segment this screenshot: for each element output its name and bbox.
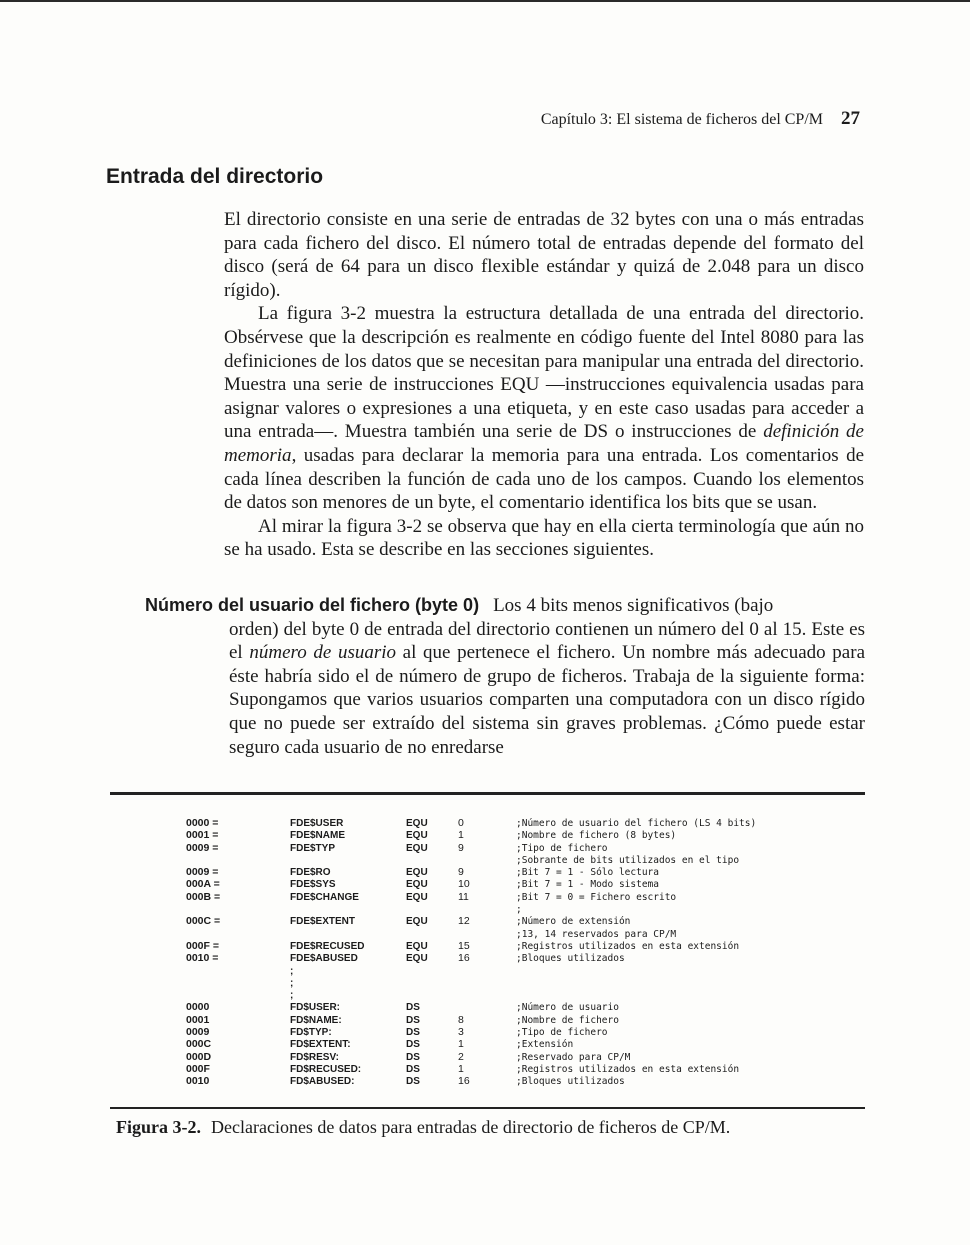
running-header xyxy=(541,108,860,130)
code-address: 0009 = xyxy=(186,866,219,879)
code-comment: ;Nombre de fichero (8 bytes) xyxy=(516,830,677,842)
code-address: 000F = xyxy=(186,939,219,952)
code-line xyxy=(186,915,756,927)
code-label: ; xyxy=(290,977,294,989)
code-address: 0009 = xyxy=(186,841,219,854)
code-label: FDE$SYS xyxy=(290,879,336,891)
code-comment: ;13, 14 reservados para CP/M xyxy=(516,928,677,940)
code-comment: ;Nombre de fichero xyxy=(516,1014,619,1026)
code-value: 16 xyxy=(458,1075,470,1088)
code-line xyxy=(186,1014,756,1026)
code-opcode: EQU xyxy=(406,879,428,891)
paragraph-2 xyxy=(224,302,864,514)
code-address: 000A = xyxy=(186,878,220,891)
code-comment: ;Bit 7 = 1 - Sólo lectura xyxy=(516,867,659,879)
code-line xyxy=(186,854,756,866)
code-line xyxy=(186,866,756,878)
code-line xyxy=(186,891,756,903)
code-opcode: EQU xyxy=(406,842,428,854)
code-line xyxy=(186,928,756,940)
code-line xyxy=(186,817,756,829)
code-opcode: EQU xyxy=(406,891,428,903)
code-label: FD$TYP: xyxy=(290,1027,332,1039)
code-value: 16 xyxy=(458,952,470,965)
code-value: 3 xyxy=(458,1026,464,1039)
subsection-emphasis: número de usuario xyxy=(249,642,397,664)
code-comment: ; xyxy=(516,904,522,916)
code-value: 1 xyxy=(458,1062,464,1075)
code-label: FD$USER: xyxy=(290,1002,341,1014)
code-line xyxy=(186,1026,756,1038)
code-line xyxy=(186,1051,756,1063)
code-comment: ;Registros utilizados en esta extensión xyxy=(516,1063,740,1075)
top-border xyxy=(0,0,970,2)
code-comment: ;Tipo de fichero xyxy=(516,842,608,854)
code-line xyxy=(186,842,756,854)
code-opcode: DS xyxy=(406,1063,420,1075)
code-label: FD$RECUSED: xyxy=(290,1063,362,1075)
subsection-text-3: al que pertenece el fichero. Un nombre más adecuado para éste habría sido el de número de grupo de ficheros. Trabaja de la siguiente forma: Supongamos que varios usuarios comparten una computadora con un disco rígido que no puede ser extraído del sistema sin graves problemas. ¿Cómo puede estar seguro cada usuario de no enredarse xyxy=(229,642,866,758)
code-value: 9 xyxy=(458,866,464,879)
code-address: 000C xyxy=(186,1038,212,1051)
caption-label: Figura 3-2. xyxy=(116,1117,201,1137)
code-comment: ;Bloques utilizados xyxy=(516,1076,625,1088)
code-line xyxy=(186,1001,756,1013)
code-value: 1 xyxy=(458,1038,464,1051)
code-line xyxy=(186,952,756,964)
paragraph-2-part-a: La figura 3-2 muestra la estructura detallada de una entrada del directorio. Obsérvese que la descripción es realmente en código fuente del Intel 8080 para las definiciones de los datos que se necesitan para manipular una entrada del directorio. Muestra una serie de instrucciones EQU —instrucciones equivalencia usadas para asignar valores o expresiones a una etiqueta, y en este caso usadas para acceder a una entrada—. Muestra también una serie de DS o instrucciones de xyxy=(224,303,864,443)
code-address: 0000 xyxy=(186,1001,210,1014)
code-line xyxy=(186,1063,756,1075)
code-value: 1 xyxy=(458,829,464,842)
caption-text: Declaraciones de datos para entradas de directorio de ficheros de CP/M. xyxy=(211,1117,731,1137)
code-address: 000C = xyxy=(186,915,221,928)
code-opcode: DS xyxy=(406,1051,420,1063)
code-comment: ;Sobrante de bits utilizados en el tipo xyxy=(516,854,740,866)
code-address: 000D xyxy=(186,1050,212,1063)
code-opcode: DS xyxy=(406,1002,420,1014)
code-label: FDE$RECUSED xyxy=(290,940,365,952)
code-opcode: DS xyxy=(406,1039,420,1051)
code-line xyxy=(186,989,756,1001)
code-comment: ;Registros utilizados en esta extensión xyxy=(516,940,740,952)
code-label: FDE$EXTENT xyxy=(290,916,356,928)
section-title: Entrada del directorio xyxy=(106,165,324,188)
code-comment: ;Número de usuario xyxy=(516,1002,619,1014)
code-line xyxy=(186,965,756,977)
code-address: 0010 xyxy=(186,1075,210,1088)
code-value: 8 xyxy=(458,1013,464,1026)
paragraph-1: El directorio consiste en una serie de entradas de 32 bytes con una o más entradas para cada fichero del disco. El número total de entradas depende del formato del disco (será de 64 para un disco flexible estándar y quizá de 2.048 para un disco rígido). xyxy=(224,209,864,301)
code-label: FD$EXTENT: xyxy=(290,1039,351,1051)
code-value: 2 xyxy=(458,1050,464,1063)
code-label: FDE$CHANGE xyxy=(290,891,359,903)
code-comment: ;Bloques utilizados xyxy=(516,953,625,965)
code-comment: ;Extensión xyxy=(516,1039,574,1051)
code-address: 0010 = xyxy=(186,952,219,965)
code-address: 000F xyxy=(186,1062,210,1075)
code-comment: ;Bit 7 = 1 - Modo sistema xyxy=(516,879,659,891)
intro-text xyxy=(224,208,864,562)
code-opcode: EQU xyxy=(406,953,428,965)
code-value: 10 xyxy=(458,878,470,891)
code-opcode: DS xyxy=(406,1076,420,1088)
code-opcode: DS xyxy=(406,1027,420,1039)
code-comment: ;Tipo de fichero xyxy=(516,1027,608,1039)
subsection-text-2: orden) del byte 0 de entrada del directorio contienen un número del 0 al 15. Este es el xyxy=(229,618,865,664)
subsection-title: Número del usuario del fichero (byte 0) xyxy=(145,595,480,615)
code-line xyxy=(186,940,756,952)
code-line xyxy=(186,977,756,989)
code-line xyxy=(186,1038,756,1050)
code-label: FD$RESV: xyxy=(290,1051,339,1063)
code-label: FDE$ABUSED xyxy=(290,953,358,965)
code-line xyxy=(186,878,756,890)
code-label: FDE$USER xyxy=(290,818,344,829)
code-label: FDE$TYP xyxy=(290,842,336,854)
code-comment: ;Reservado para CP/M xyxy=(516,1051,631,1063)
code-value: 0 xyxy=(458,817,464,829)
figure-caption xyxy=(116,1117,730,1138)
code-label: FD$NAME: xyxy=(290,1014,342,1026)
code-value: 12 xyxy=(458,915,470,928)
paragraph-2-emphasis: definición de memoria xyxy=(224,421,864,466)
paragraph-2-part-b: , usadas para declarar la memoria para una entrada. Los comentarios de cada línea describen la función de cada uno de los campos. Cuando los elementos de datos son menores de un byte, el comentario identifica los bits que se usan. xyxy=(224,444,864,514)
code-line xyxy=(186,903,756,915)
page-number: 27 xyxy=(841,108,860,129)
code-address: 0001 = xyxy=(186,829,219,842)
code-opcode: EQU xyxy=(406,940,428,952)
code-address: 0001 xyxy=(186,1013,210,1026)
code-comment: ;Bit 7 = 0 = Fichero escrito xyxy=(516,891,677,903)
code-opcode: EQU xyxy=(406,867,428,879)
code-listing xyxy=(186,817,756,1088)
figure-3-2 xyxy=(110,792,865,1109)
code-value: 9 xyxy=(458,841,464,854)
code-comment: ;Número de extensión xyxy=(516,916,631,928)
subsection-text-start: Los 4 bits menos significativos (bajo xyxy=(493,595,774,616)
code-opcode: EQU xyxy=(406,818,428,829)
code-line xyxy=(186,1075,756,1087)
code-label: FD$ABUSED: xyxy=(290,1076,355,1088)
code-opcode: EQU xyxy=(406,916,428,928)
code-address: 0000 = xyxy=(186,817,219,829)
code-label: ; xyxy=(290,965,294,977)
code-value: 15 xyxy=(458,939,470,952)
code-label: ; xyxy=(290,990,294,1002)
code-value: 11 xyxy=(458,890,469,903)
code-line xyxy=(186,829,756,841)
code-opcode: DS xyxy=(406,1014,420,1026)
code-label: FDE$RO xyxy=(290,867,331,879)
code-address: 0009 xyxy=(186,1026,210,1039)
chapter-title: Capítulo 3: El sistema de ficheros del CP/M xyxy=(540,111,823,128)
code-address: 000B = xyxy=(186,890,221,903)
subsection-user-number xyxy=(145,594,865,759)
subsection-continuation xyxy=(229,618,865,760)
code-opcode: EQU xyxy=(406,830,428,842)
paragraph-3: Al mirar la figura 3-2 se observa que hay en ella cierta terminología que aún no se ha usado. Esta se describe en las secciones siguientes. xyxy=(224,515,864,561)
code-comment: ;Número de usuario del fichero (LS 4 bits) xyxy=(516,818,757,829)
code-label: FDE$NAME xyxy=(290,830,346,842)
